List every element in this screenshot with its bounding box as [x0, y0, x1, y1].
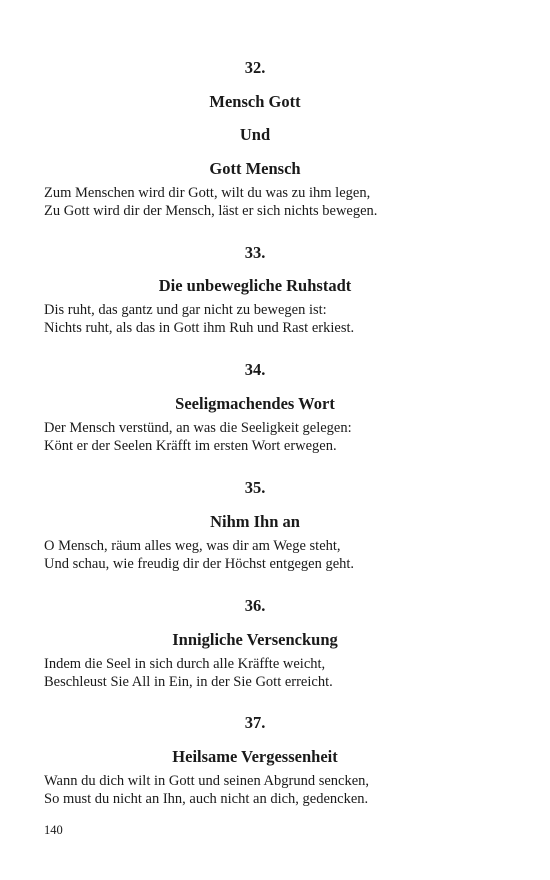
verse-line: Indem die Seel in sich durch alle Kräffte weicht,: [44, 656, 326, 672]
verse-line: Zu Gott wird dir der Mensch, läst er sich nichts bewegen.: [44, 203, 378, 219]
verse-line: Der Mensch verstünd, an was die Seeligkeit gelegen:: [44, 420, 352, 436]
epigram-number: 36.: [244, 596, 266, 615]
epigram-title: Und: [239, 125, 271, 144]
epigram-title: Innigliche Versenckung: [172, 630, 338, 649]
verse-line: Beschleust Sie All in Ein, in der Sie Gott erreicht.: [44, 674, 333, 690]
epigram-title: Seeligmachendes Wort: [175, 394, 335, 413]
verse-line: O Mensch, räum alles weg, was dir am Wege steht,: [44, 538, 341, 554]
verse-line: So must du nicht an Ihn, auch nicht an dich, gedencken.: [44, 791, 369, 807]
page-number: 140: [44, 823, 63, 837]
epigram-number: 37.: [244, 713, 266, 732]
epigram-number: 33.: [244, 243, 266, 262]
epigram-title: Mensch Gott: [209, 92, 301, 111]
verse-line: Wann du dich wilt in Gott und seinen Abgrund sencken,: [44, 773, 370, 789]
epigram-title: Nihm Ihn an: [210, 512, 300, 531]
epigram-number: 35.: [244, 478, 266, 497]
verse-line: Dis ruht, das gantz und gar nicht zu bewegen ist:: [44, 302, 327, 318]
verse-line: Und schau, wie freudig dir der Höchst entgegen geht.: [44, 556, 355, 572]
epigram-title: Gott Mensch: [209, 159, 301, 178]
epigram-number: 32.: [244, 58, 266, 77]
verse-line: Zum Menschen wird dir Gott, wilt du was zu ihm legen,: [44, 185, 371, 201]
epigram-title: Die unbewegliche Ruhstadt: [158, 276, 352, 295]
epigram-number: 34.: [244, 360, 266, 379]
epigram-title: Heilsame Vergessenheit: [172, 747, 338, 766]
verse-line: Nichts ruht, als das in Gott ihm Ruh und Rast erkiest.: [44, 320, 355, 336]
verse-line: Könt er der Seelen Kräfft im ersten Wort erwegen.: [44, 438, 337, 454]
